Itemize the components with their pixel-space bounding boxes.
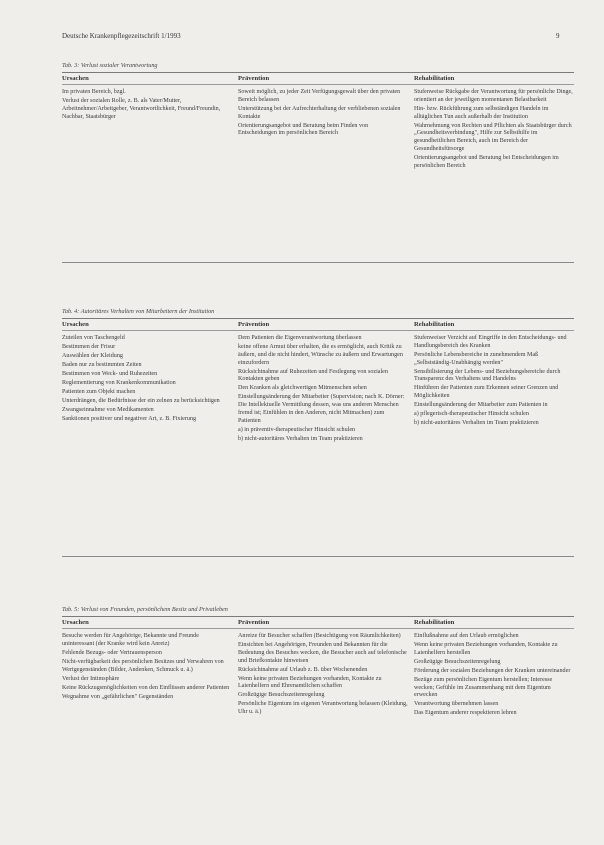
table-cell-entry: Verlust der sozialen Rolle, z. B. als Vater/Mutter, Arbeitnehmer/Arbeitgeber, Verantwortlichkeit, Freund/Freundin, Nachbar, Staatsbürger xyxy=(62,97,221,120)
table-body xyxy=(62,331,574,445)
table-cell-entry: keine offene Armut über erhalten, die es ermöglicht, auch Kritik zu äußern, und die nicht hindert, Wünsche zu äußern und Erwartungen einzufordern xyxy=(238,343,403,366)
causes-column xyxy=(62,633,238,719)
table-cell-entry: Auswählen der Kleidung xyxy=(62,352,123,359)
table-cell-entry: Orientierungsangebot und Beratung bei Entscheidungen im persönlichen Bereich xyxy=(414,154,559,169)
table-header-row xyxy=(62,617,574,628)
column-header-rehabilitation: Rehabilitation xyxy=(414,619,455,626)
table-cell-entry: Persönliche Lebensbereiche in zunehmendem Maß „Selbstständig-Unabhängig werden" xyxy=(414,351,539,366)
table-cell-entry: Wegnahme von „gefährlichen" Gegenständen xyxy=(62,693,174,700)
causes-column xyxy=(62,89,238,172)
table-cell-entry: Rücksichtnahme auf Urlaub z. B. über Wochenenden xyxy=(238,666,368,673)
table-cell-entry: Rücksichtnahme auf Ruhezeiten und Festlegung von sozialen Kontakten geben xyxy=(238,368,388,383)
causes-column xyxy=(62,335,238,445)
table-cell-entry: Verlust der Intimsphäre xyxy=(62,675,120,682)
table-cell-entry: Einstellungsänderung der Mitarbeiter (Supervision; nach K. Dörner: Die Intellektuelle Vermittlung dessen, was uns anderen Menschen fremd ist; Einfühlen in den Anderen, nicht Mitmachen) zum Patienten xyxy=(238,394,405,424)
rehabilitation-column xyxy=(414,89,574,172)
table-cell-entry: Wahrnehmung von Rechten und Pflichten als Staatsbürger durch „Gesundheitsverbindung", Hilfe zur Selbsthilfe im gesundheitlichen Bereich, auch im Bereich der Gesundheitsfürsorge xyxy=(414,122,572,152)
table-cell-entry: Stufenweiser Verzicht auf Eingriffe in den Entscheidungs- und Handlungsbereich des Kranken xyxy=(414,335,567,349)
table-cell-entry: Orientierungsangebot und Beratung beim Finden von Entscheidungen im persönlichen Bereich xyxy=(238,122,369,137)
table-cell-entry: Fehlende Bezugs- oder Vertrauensperson xyxy=(62,649,162,656)
table-cell-entry: Den Kranken als gleichwertigen Mitmenschen sehen xyxy=(238,385,367,392)
table-cell-entry: Wenn keine privaten Beziehungen vorhanden, Kontakte zu Laienhelfern und Ehrenamtlichen schaffen xyxy=(238,675,382,690)
rehabilitation-column xyxy=(414,633,574,719)
table-cell-entry: Nicht-verfügbarkeit des persönlichen Besitzes und Verwahren von Wertgegenständen (Bilder, Andenken, Schmuck u. ä.) xyxy=(62,658,224,673)
column-header-causes: Ursachen xyxy=(62,75,89,82)
journal-header: Deutsche Krankenpflegezeitschrift 1/1993 xyxy=(62,32,181,40)
column-header-rehabilitation: Rehabilitation xyxy=(414,75,455,82)
table-cell-entry: Einflußnahme auf den Urlaub ermöglichen xyxy=(414,633,519,639)
table-cell-entry: Wenn keine privaten Beziehungen vorhanden, Kontakte zu Laienhelfern herstellen xyxy=(414,641,558,656)
page-number: 9 xyxy=(556,32,560,40)
table-cell-entry: Dem Patienten die Eigenverantwortung überlassen xyxy=(238,335,362,341)
table-cell-entry: Bezüge zum persönlichen Eigentum herstellen; Interesse wecken; Gefühle im Zusammenhang mit dem Eigentum erwecken xyxy=(414,676,553,699)
table-header-row xyxy=(62,319,574,330)
table-cell-entry: Einsichten bei Angehörigen, Freunden und Bekannten für die Bedeutung des Besuches wecken, die Besucher auch auf telefonische und Briefkontakte hinweisen xyxy=(238,641,407,664)
table-body xyxy=(62,629,574,719)
table-cell-entry: Stufenweise Rückgabe der Verantwortung für persönliche Dinge, orientiert an der jeweiligen momentanen Belastbarkeit xyxy=(414,89,573,103)
table-cell-entry: Bestimmen von Weck- und Ruhezeiten xyxy=(62,370,158,377)
table-cell-entry: b) nicht-autoritäres Verhalten im Team praktizieren xyxy=(238,435,363,442)
column-header-rehabilitation: Rehabilitation xyxy=(414,321,455,328)
table-cell-entry: Hin- bzw. Rückführung zum selbständigen Handeln im alltäglichen Tun auch außerhalb der Institution xyxy=(414,105,549,120)
table-cell-entry: Hinführen der Patienten zum Erkennen seiner Grenzen und Möglichkeiten xyxy=(414,385,559,400)
table-cell-entry: Persönliche Eigentum im eigenen Verantwortung belassen (Kleidung, Uhr u. ä.) xyxy=(238,701,408,716)
table-cell-entry: a) in präventiv-therapeutischer Hinsicht schulen xyxy=(238,426,356,433)
table-cell-entry: b) nicht-autoritäres Verhalten im Team praktizieren xyxy=(414,420,539,427)
table-cell-entry: Keine Rückzugsmöglichkeiten von den Einflüssen anderer Patienten xyxy=(62,684,230,691)
table-cell-entry: Unterstützung bei der Aufrechterhaltung der verbliebenen sozialen Kontakte xyxy=(238,105,401,120)
table-3 xyxy=(62,62,574,172)
table-cell-entry: Besuche werden für Angehörige, Bekannte und Freunde uninteressant (der Kranke wird kein Anreiz) xyxy=(62,633,199,647)
prevention-column xyxy=(238,89,414,172)
table-cell-entry: Einstellungsänderung der Mitarbeiter zum Patienten in xyxy=(414,402,548,409)
column-header-prevention: Prävention xyxy=(238,75,270,82)
table-cell-entry: Verantwortung übernehmen lassen xyxy=(414,701,499,708)
table-bottom-rule xyxy=(62,262,574,263)
table-cell-entry: Das Eigentum anderer respektieren lehren xyxy=(414,710,517,717)
table-cell-entry: Baden nur zu bestimmten Zeiten xyxy=(62,361,142,368)
table-cell-entry: Zuteilen von Taschengeld xyxy=(62,335,125,341)
table-cell-entry: Großzügige Besuchszeitenregelung xyxy=(238,692,325,699)
table-caption: Tab. 4: Autoritäres Verhalten von Mitarbeitern der Institution xyxy=(62,308,215,315)
table-cell-entry: a) pflegerisch-therapeutischer Hinsicht schulen xyxy=(414,411,529,418)
column-header-causes: Ursachen xyxy=(62,321,89,328)
table-header-row xyxy=(62,73,574,84)
column-header-causes: Ursachen xyxy=(62,619,89,626)
column-header-prevention: Prävention xyxy=(238,619,270,626)
table-cell-entry: Förderung der sozialen Beziehungen der Kranken untereinander xyxy=(414,667,571,674)
table-cell-entry: Großzügige Besuchszeitenregelung xyxy=(414,658,501,665)
table-cell-entry: Anreize für Besucher schaffen (Besichtigung von Räumlichkeiten) xyxy=(238,633,401,639)
table-caption: Tab. 5: Verlust von Freunden, persönlichem Besitz und Privatleben xyxy=(62,606,228,613)
table-bottom-rule xyxy=(62,556,574,557)
rehabilitation-column xyxy=(414,335,574,445)
table-cell-entry: Patienten zum Objekt machen xyxy=(62,388,136,395)
table-cell-entry: Unterdrängen, die Bedürfnisse der ein zelnen zu berücksichtigen xyxy=(62,397,220,404)
table-cell-entry: Sensibilisierung der Lebens- und Beziehungsbereiche durch Transparenz des Verhaltens und Handelns xyxy=(414,368,561,383)
table-cell-entry: Bestimmen der Frisur xyxy=(62,343,116,350)
table-body xyxy=(62,85,574,172)
table-cell-entry: Soweit möglich, zu jeder Zeit Verfügungsgewalt über den privaten Bereich belassen xyxy=(238,89,401,103)
table-4 xyxy=(62,308,574,445)
prevention-column xyxy=(238,335,414,445)
table-cell-entry: Zwangseinnahme von Medikamenten xyxy=(62,406,154,413)
table-cell-entry: Sanktionen positiver und negativer Art, z. B. Fixierung xyxy=(62,415,197,422)
table-cell-entry: Reglementierung von Krankenkommunikation xyxy=(62,379,176,386)
table-caption: Tab. 3: Verlust sozialer Verantwortung xyxy=(62,62,158,69)
table-5 xyxy=(62,606,574,719)
prevention-column xyxy=(238,633,414,719)
table-cell-entry: Im privaten Bereich, bzgl. xyxy=(62,89,126,95)
column-header-prevention: Prävention xyxy=(238,321,270,328)
